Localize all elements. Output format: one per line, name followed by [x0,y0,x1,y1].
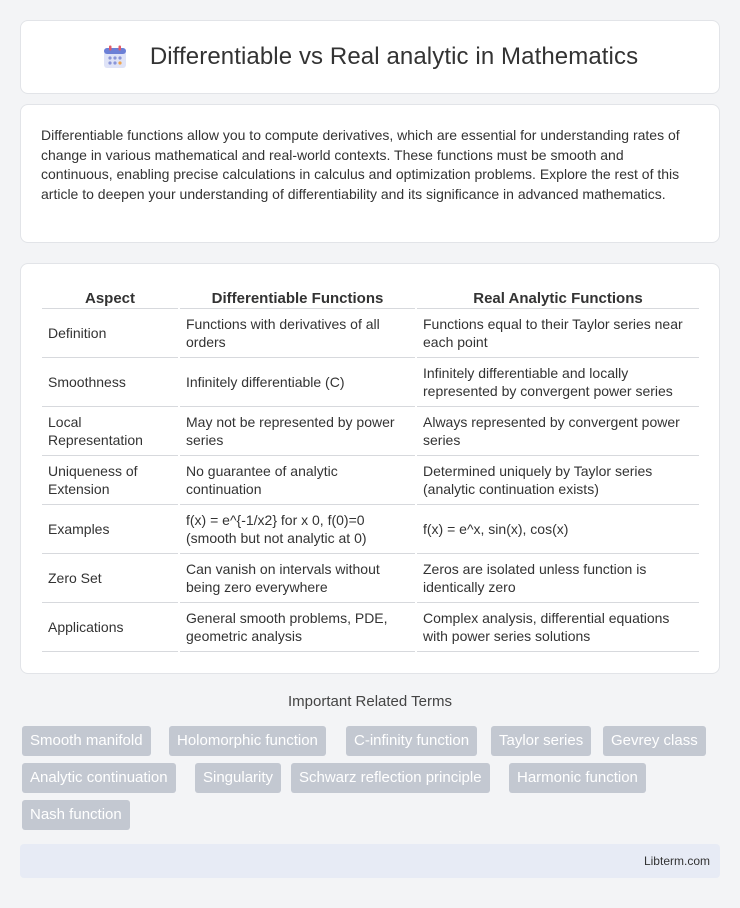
calendar-icon [102,44,128,70]
footer [20,844,720,878]
tag-singularity[interactable]: Singularity [195,763,281,793]
row-real-analytic: Functions equal to their Taylor series near each point [417,309,699,358]
row-aspect: Uniqueness of Extension [42,456,178,505]
footer-site-link[interactable]: Libterm.com [643,854,710,868]
comparison-card [20,263,720,674]
row-real-analytic: f(x) = e^x, sin(x), cos(x) [417,505,699,554]
row-differentiable: Infinitely differentiable (C) [180,358,415,407]
page-title: Differentiable vs Real analytic in Mathematics [149,43,639,70]
header-aspect: Aspect [42,286,178,309]
header-differentiable: Differentiable Functions [180,286,415,309]
tag-taylor-series[interactable]: Taylor series [491,726,591,756]
row-aspect: Zero Set [42,554,178,603]
table-row [42,407,699,456]
tag-holomorphic-function[interactable]: Holomorphic function [169,726,326,756]
row-real-analytic: Complex analysis, differential equations with power series solutions [417,603,699,652]
row-differentiable: Functions with derivatives of all orders [180,309,415,358]
header-card [20,20,720,94]
row-differentiable: General smooth problems, PDE, geometric analysis [180,603,415,652]
row-real-analytic: Always represented by convergent power series [417,407,699,456]
row-real-analytic: Infinitely differentiable and locally represented by convergent power series [417,358,699,407]
table-header-row [42,286,699,309]
table-row [42,505,699,554]
related-terms-title: Important Related Terms [288,693,452,710]
row-real-analytic: Zeros are isolated unless function is identically zero [417,554,699,603]
row-differentiable: Can vanish on intervals without being zero everywhere [180,554,415,603]
row-differentiable: f(x) = e^{-1/x2} for x 0, f(0)=0 (smooth but not analytic at 0) [180,505,415,554]
table-row [42,603,699,652]
row-differentiable: No guarantee of analytic continuation [180,456,415,505]
tag-nash-function[interactable]: Nash function [22,800,130,830]
comparison-table [40,286,701,652]
table-row [42,456,699,505]
tag-gevrey-class[interactable]: Gevrey class [603,726,706,756]
table-row [42,358,699,407]
row-real-analytic: Determined uniquely by Taylor series (analytic continuation exists) [417,456,699,505]
tag-schwarz-reflection-principle[interactable]: Schwarz reflection principle [291,763,490,793]
tag-smooth-manifold[interactable]: Smooth manifold [22,726,151,756]
table-row [42,554,699,603]
row-aspect: Local Representation [42,407,178,456]
row-aspect: Applications [42,603,178,652]
intro-card [20,104,720,243]
intro-text: Differentiable functions allow you to compute derivatives, which are essential for understanding rates of change in various mathematical and real-world contexts. These functions must be smooth and continuous, enabling precise calculations in calculus and optimization problems. Explore the rest of this article to deepen your understanding of differentiability and its significance in advanced mathematics. [41,127,680,202]
row-differentiable: May not be represented by power series [180,407,415,456]
header-real-analytic: Real Analytic Functions [417,286,699,309]
tag-c-infinity-function[interactable]: C-infinity function [346,726,477,756]
row-aspect: Definition [42,309,178,358]
tag-harmonic-function[interactable]: Harmonic function [509,763,646,793]
tag-analytic-continuation[interactable]: Analytic continuation [22,763,176,793]
row-aspect: Examples [42,505,178,554]
table-row [42,309,699,358]
row-aspect: Smoothness [42,358,178,407]
